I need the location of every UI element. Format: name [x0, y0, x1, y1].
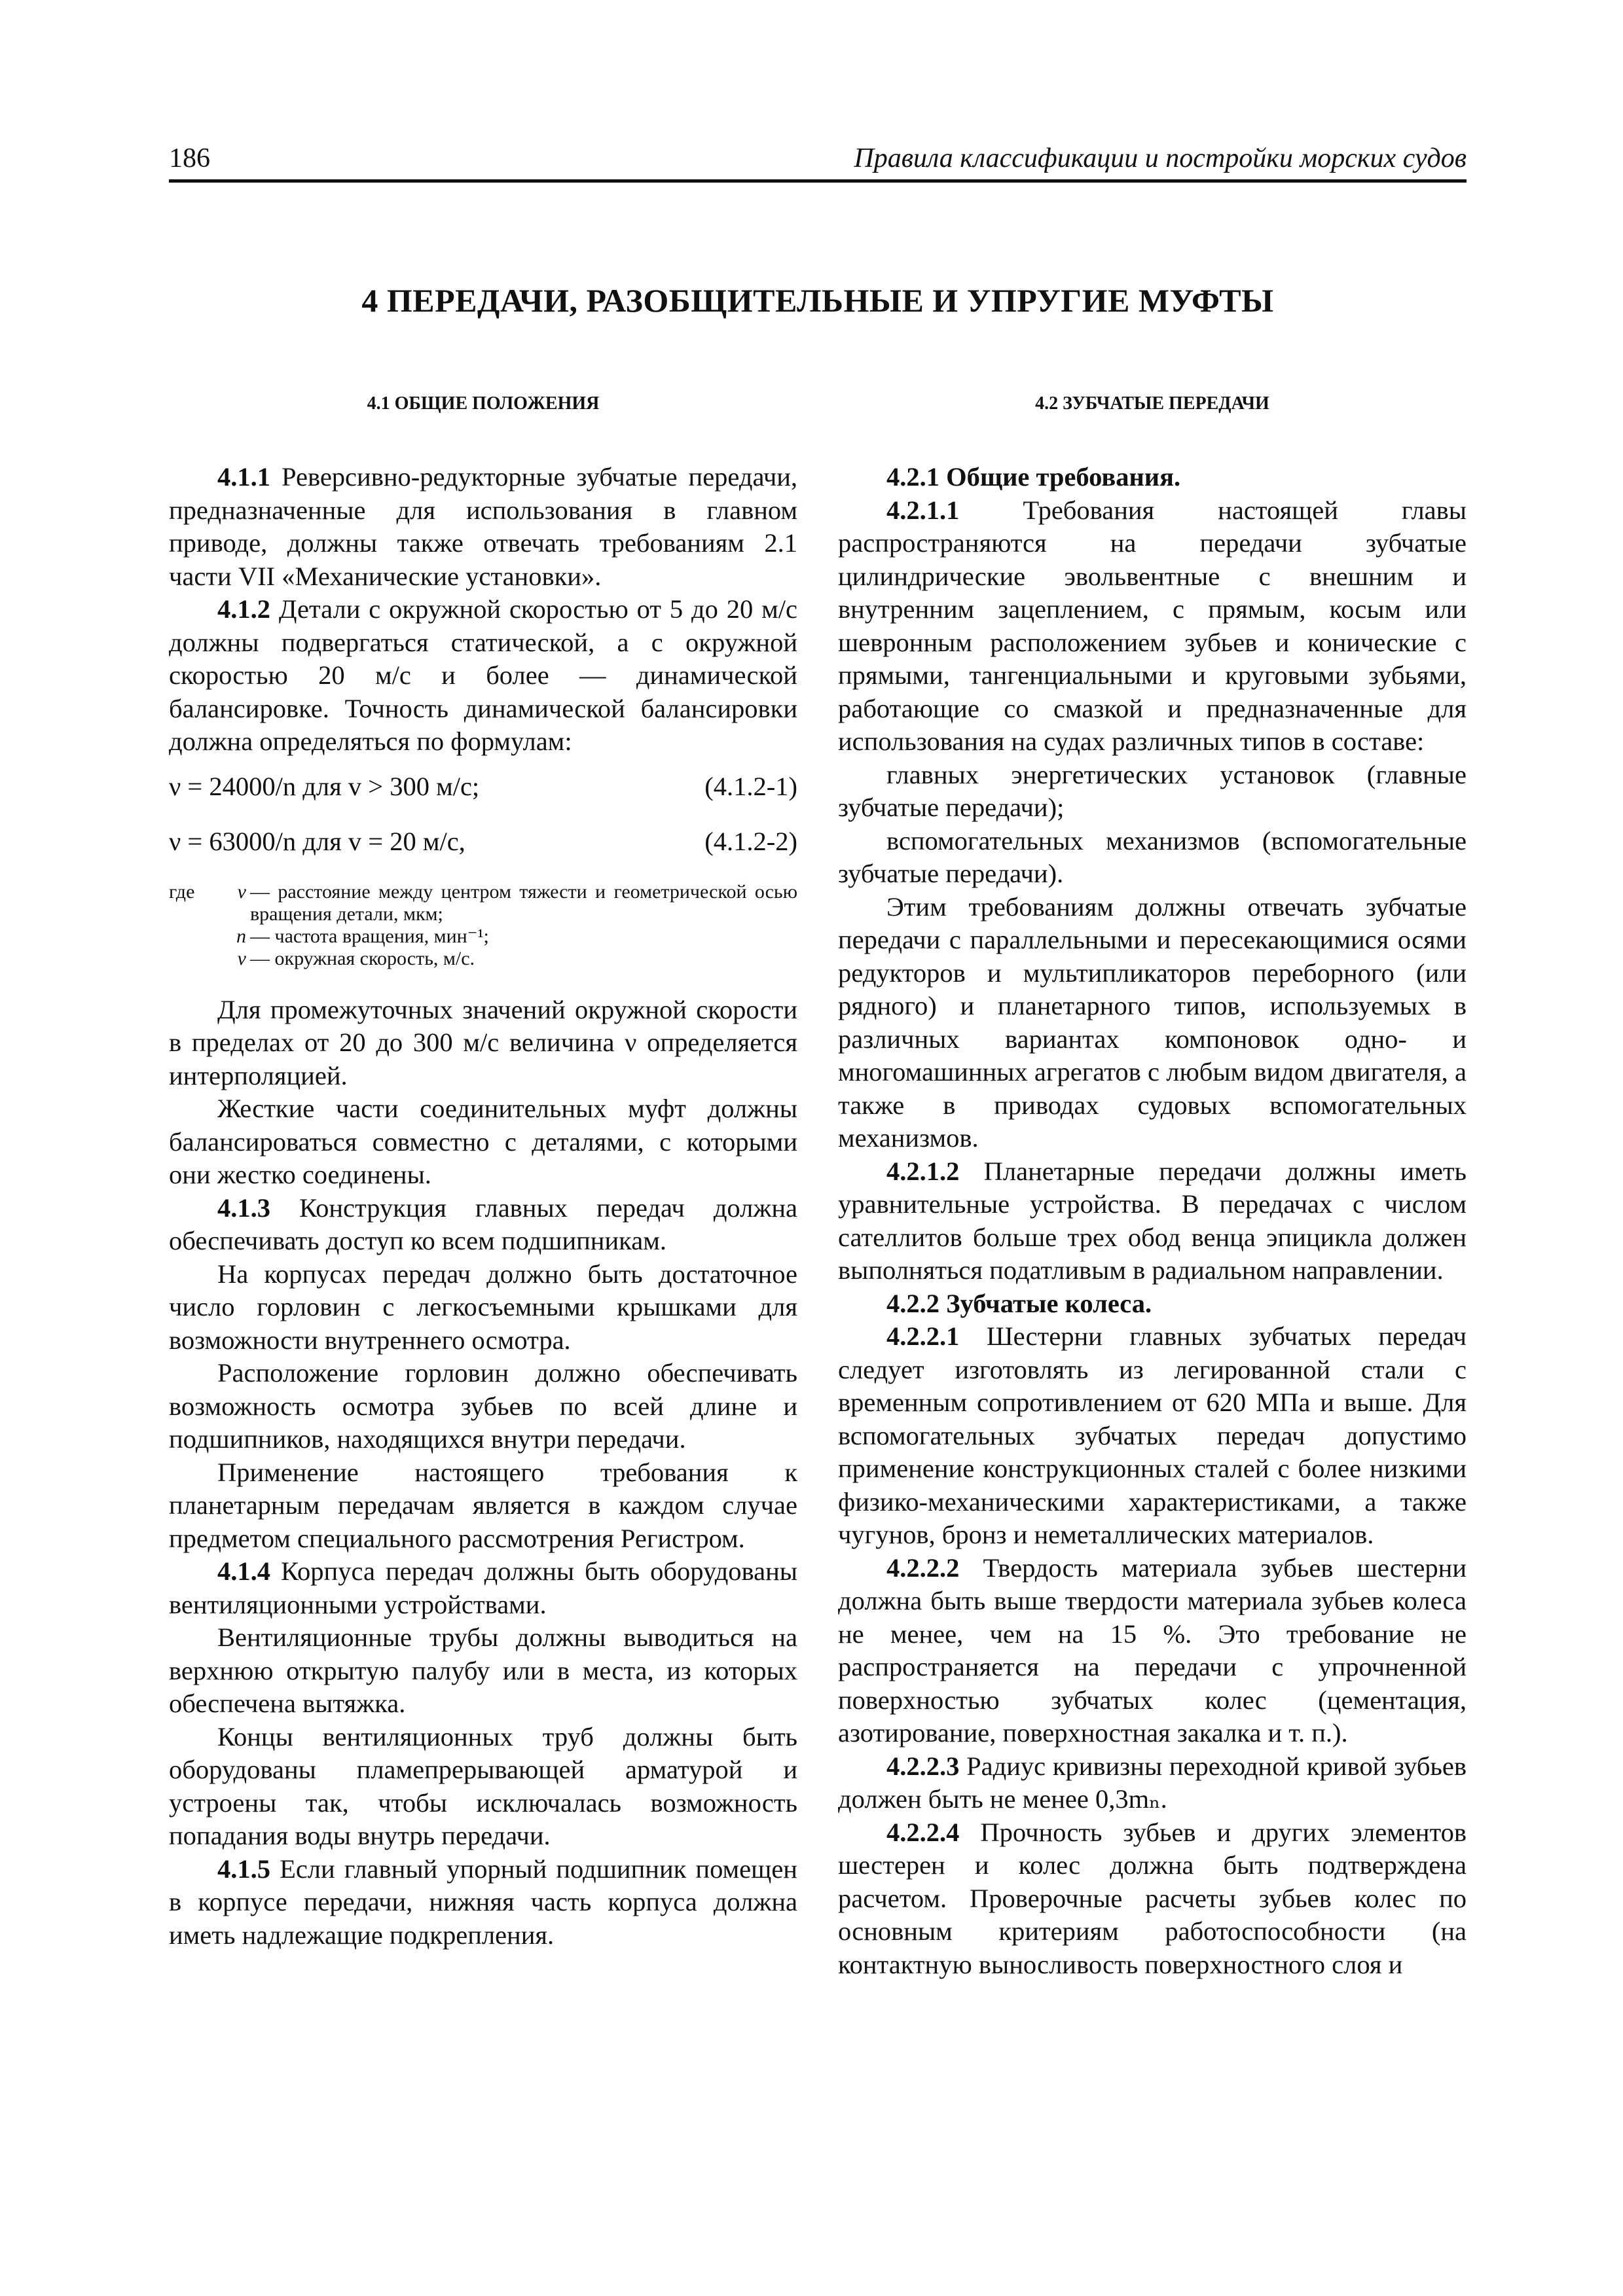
paragraph-4-1-1: 4.1.1 Реверсивно-редукторные зубчатые передачи, предназначенные для использования в главном приводе, должны также отвечать требованиям 2.1 части VII «Механические установки».: [169, 462, 797, 591]
paragraph-4-1-4: 4.1.4 Корпуса передач должны быть оборудованы вентиляционными устройствами.: [169, 1556, 797, 1619]
paragraph-4-2-1-1: 4.2.1.1 Требования настоящей главы распространяются на передачи зубчатые цилиндрические эвольвентные с внешним и внутренним зацеплением, с прямым, косым или шевронным расположением зубьев и конические с прямыми, тангенциальными и круговыми зубьями, работающие со смазкой и предназначенные для использования на судах различных типов в составе:: [838, 495, 1467, 756]
paragraph-4-1-3: 4.1.3 Конструкция главных передач должна обеспечивать доступ ко всем подшипникам.: [169, 1193, 797, 1255]
subsection-4-2-2: 4.2.2 Зубчатые колеса.: [886, 1288, 1152, 1318]
clause-number: 4.2.2.3: [886, 1751, 960, 1781]
legend-symbol: ν: [237, 880, 246, 903]
clause-number: 4.1.4: [217, 1556, 270, 1586]
section-heading-4-1: 4.1 ОБЩИЕ ПОЛОЖЕНИЯ: [367, 393, 600, 414]
paragraph: Расположение горловин должно обеспечивать возможность осмотра зубьев по всей длине и подшипников, находящихся внутри передачи.: [169, 1358, 797, 1454]
right-column: [838, 393, 1467, 1981]
formula-number: (4.1.2-1): [704, 771, 797, 801]
clause-number: 4.2.2.1: [886, 1321, 960, 1351]
legend-symbol: v: [237, 947, 246, 969]
paragraph-4-2-1-2: 4.2.1.2 Планетарные передачи должны иметь уравнительные устройства. В передачах с числом сателлитов больше трех обод венца эпицикла должен выполняться податливым в радиальном направлении.: [838, 1156, 1467, 1285]
legend-text: — расстояние между центром тяжести и геометрической осью вращения детали, мкм;: [250, 880, 797, 925]
clause-number: 4.2.2.2: [886, 1552, 960, 1583]
paragraph: главных энергетических установок (главные зубчатые передачи);: [838, 759, 1467, 822]
paragraph-4-1-5: 4.1.5 Если главный упорный подшипник помещен в корпусе передачи, нижняя часть корпуса должна иметь надлежащие подкрепления.: [169, 1854, 797, 1950]
section-heading-4-2: 4.2 ЗУБЧАТЫЕ ПЕРЕДАЧИ: [1035, 393, 1269, 414]
paragraph: вспомогательных механизмов (вспомогательные зубчатые передачи).: [838, 825, 1467, 888]
paragraph: Применение настоящего требования к планетарным передачам является в каждом случае предметом специального рассмотрения Регистром.: [169, 1457, 797, 1553]
paragraph: Жесткие части соединительных муфт должны балансироваться совместно с деталями, с которыми они жестко соединены.: [169, 1094, 797, 1189]
paragraph: Этим требованиям должны отвечать зубчатые передачи с параллельными и пересекающимися осями редукторов и мультипликаторов переборного (или рядного) и планетарного типов, используемых в различных вариантах компоновок одно- и многомашинных агрегатов с любым видом двигателя, а также в приводах судовых вспомогательных механизмов.: [838, 891, 1467, 1153]
page-header: [169, 143, 1467, 183]
legend-text: — частота вращения, мин⁻¹;: [250, 925, 489, 947]
where-label: где: [169, 880, 195, 903]
paragraph-4-2-2-3: 4.2.2.3 Радиус кривизны переходной кривой зубьев должен быть не менее 0,3mₙ.: [838, 1751, 1467, 1814]
formula-expression: ν = 24000/n для v > 300 м/с;: [169, 771, 480, 801]
chapter-title: 4 ПЕРЕДАЧИ, РАЗОБЩИТЕЛЬНЫЕ И УПРУГИЕ МУФТЫ: [361, 282, 1274, 319]
paragraph-4-2-2-4: 4.2.2.4 Прочность зубьев и других элементов шестерен и колес должна быть подтверждена расчетом. Проверочные расчеты зубьев колес по основным критериям работоспособности (на контактную выносливость поверхностного слоя и: [838, 1817, 1467, 1979]
clause-number: 4.2.1.2: [886, 1156, 960, 1186]
formula-4-1-2-1: [169, 770, 797, 804]
clause-number: 4.1.2: [217, 594, 270, 624]
legend-text: — окружная скорость, м/с.: [250, 947, 475, 969]
paragraph: Для промежуточных значений окружной скорости в пределах от 20 до 300 м/с величина ν определяется интерполяцией.: [169, 994, 797, 1090]
clause-number: 4.1.1: [217, 462, 270, 492]
paragraph-4-2-2-2: 4.2.2.2 Твердость материала зубьев шестерни должна быть выше твердости материала зубьев колеса не менее, чем на 15 %. Это требование не распространяется на передачи с упрочненной поверхностью зубчатых колес (цементация, азотирование, поверхностная закалка и т. п.).: [838, 1552, 1467, 1748]
paragraph: На корпусах передач должно быть достаточное число горловин с легкосъемными крышками для возможности внутреннего осмотра.: [169, 1259, 797, 1355]
page-number: 186: [169, 143, 210, 173]
legend-symbol: n: [236, 925, 246, 947]
subsection-4-2-1: 4.2.1 Общие требования.: [886, 462, 1181, 492]
formula-number: (4.1.2-2): [704, 827, 797, 856]
clause-number: 4.1.5: [217, 1854, 270, 1884]
paragraph: Концы вентиляционных труб должны быть оборудованы пламепрерывающей арматурой и устроены так, чтобы исключалась возможность попадания воды внутрь передачи.: [169, 1721, 797, 1850]
paragraph-4-1-2: 4.1.2 Детали с окружной скоростью от 5 до 20 м/с должны подвергаться статической, а с окружной скоростью 20 м/с и более — динамической балансировке. Точность динамической балансировки должна определяться по формулам:: [169, 594, 797, 756]
left-column: [169, 393, 797, 1952]
clause-number: 4.2.2.4: [886, 1817, 960, 1847]
paragraph: Вентиляционные трубы должны выводиться на верхнюю открытую палубу или в места, из которых обеспечена вытяжка.: [169, 1623, 797, 1718]
running-title: Правила классификации и постройки морских судов: [854, 143, 1467, 173]
formula-4-1-2-2: [169, 825, 797, 859]
formula-legend: [169, 881, 797, 970]
paragraph-4-2-2-1: 4.2.2.1 Шестерни главных зубчатых передач следует изготовлять из легированной стали с временным сопротивлением от 620 МПа и выше. Для вспомогательных зубчатых передач допустимо применение конструкционных сталей с более низкими физико-механическими характеристиками, а также чугунов, бронз и неметаллических материалов.: [838, 1321, 1467, 1549]
clause-number: 4.2.1.1: [886, 495, 960, 525]
formula-expression: ν = 63000/n для v = 20 м/с,: [169, 827, 465, 856]
clause-number: 4.1.3: [217, 1193, 270, 1223]
